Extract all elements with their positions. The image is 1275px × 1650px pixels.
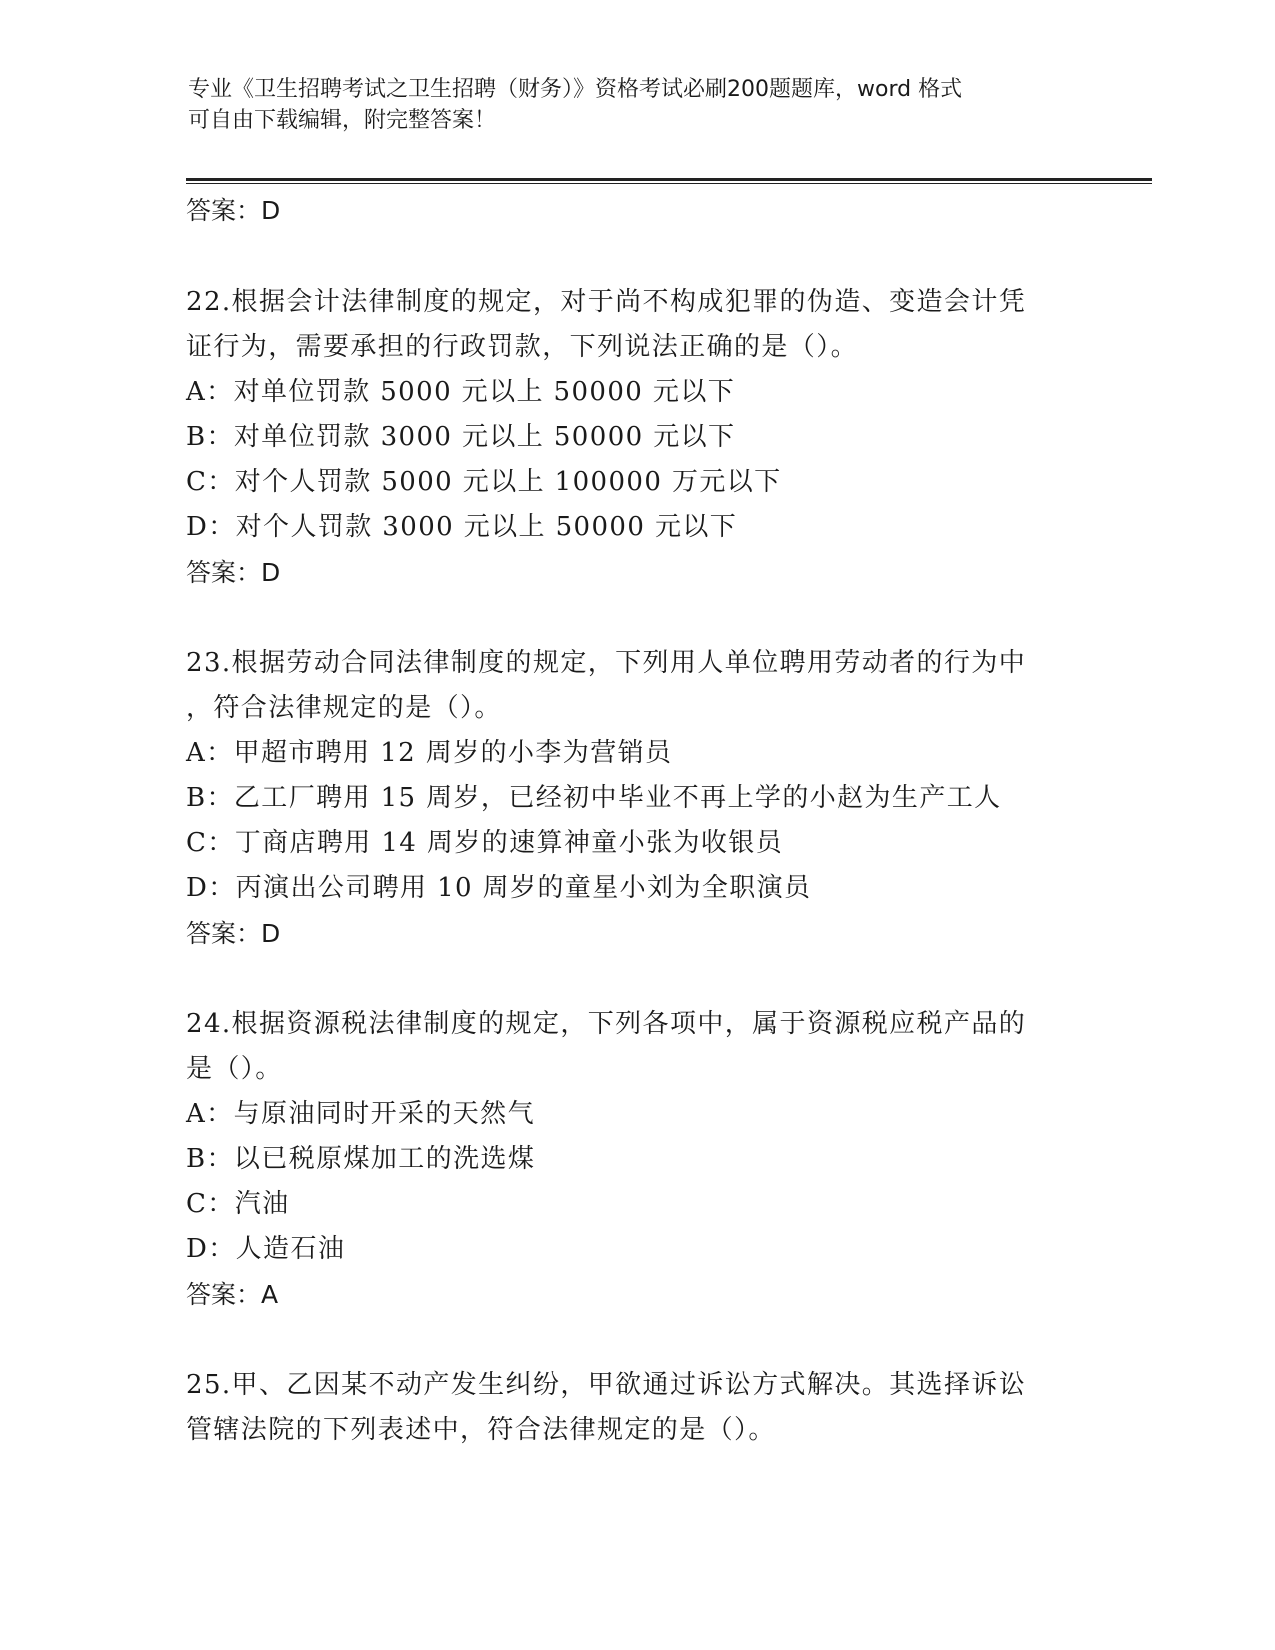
option-d: D：丙演出公司聘用 10 周岁的童星小刘为全职演员 <box>186 873 812 903</box>
question-22 <box>186 280 1086 595</box>
question-stem-line-2: ，符合法律规定的是（）。 <box>186 693 502 723</box>
page-header <box>188 74 1068 136</box>
question-stem-line-1: 23.根据劳动合同法律制度的规定，下列用人单位聘用劳动者的行为中 <box>186 648 1027 678</box>
question-stem <box>186 280 1086 370</box>
question-stem <box>186 1002 1086 1092</box>
header-line-1: 专业《卫生招聘考试之卫生招聘（财务）》资格考试必刷200题题库，word 格式 <box>188 77 963 102</box>
option-a: A：与原油同时开采的天然气 <box>186 1099 535 1129</box>
option-b: B：以已税原煤加工的洗选煤 <box>186 1144 536 1174</box>
option-d: D：人造石油 <box>186 1234 346 1264</box>
option-b: B：对单位罚款 3000 元以上 50000 元以下 <box>186 422 736 452</box>
previous-question-answer: 答案：D <box>186 196 281 225</box>
header-line-2: 可自由下载编辑，附完整答案！ <box>188 108 497 133</box>
option-a: A：对单位罚款 5000 元以上 50000 元以下 <box>186 377 736 407</box>
question-stem <box>186 1363 1086 1453</box>
header-divider <box>186 178 1152 181</box>
question-answer: 答案：D <box>186 558 281 587</box>
option-c: C：丁商店聘用 14 周岁的速算神童小张为收银员 <box>186 828 784 858</box>
question-stem-line-2: 管辖法院的下列表述中，符合法律规定的是（）。 <box>186 1415 776 1445</box>
option-c: C：汽油 <box>186 1189 290 1219</box>
question-stem-line-1: 22.根据会计法律制度的规定，对于尚不构成犯罪的伪造、变造会计凭 <box>186 287 1027 317</box>
question-stem <box>186 641 1086 731</box>
option-b: B：乙工厂聘用 15 周岁，已经初中毕业不再上学的小赵为生产工人 <box>186 783 1002 813</box>
question-25 <box>186 1363 1086 1453</box>
question-stem-line-2: 是（）。 <box>186 1054 283 1084</box>
question-stem-line-1: 25.甲、乙因某不动产发生纠纷，甲欲通过诉讼方式解决。其选择诉讼 <box>186 1370 1027 1400</box>
question-answer: 答案：D <box>186 919 281 948</box>
option-c: C：对个人罚款 5000 元以上 100000 万元以下 <box>186 467 782 497</box>
question-stem-line-1: 24.根据资源税法律制度的规定，下列各项中，属于资源税应税产品的 <box>186 1009 1027 1039</box>
option-d: D：对个人罚款 3000 元以上 50000 元以下 <box>186 512 738 542</box>
question-answer: 答案：A <box>186 1280 279 1309</box>
option-a: A：甲超市聘用 12 周岁的小李为营销员 <box>186 738 673 768</box>
question-stem-line-2: 证行为，需要承担的行政罚款，下列说法正确的是（）。 <box>186 332 859 362</box>
question-list <box>186 280 1086 1499</box>
question-23 <box>186 641 1086 956</box>
question-24 <box>186 1002 1086 1317</box>
